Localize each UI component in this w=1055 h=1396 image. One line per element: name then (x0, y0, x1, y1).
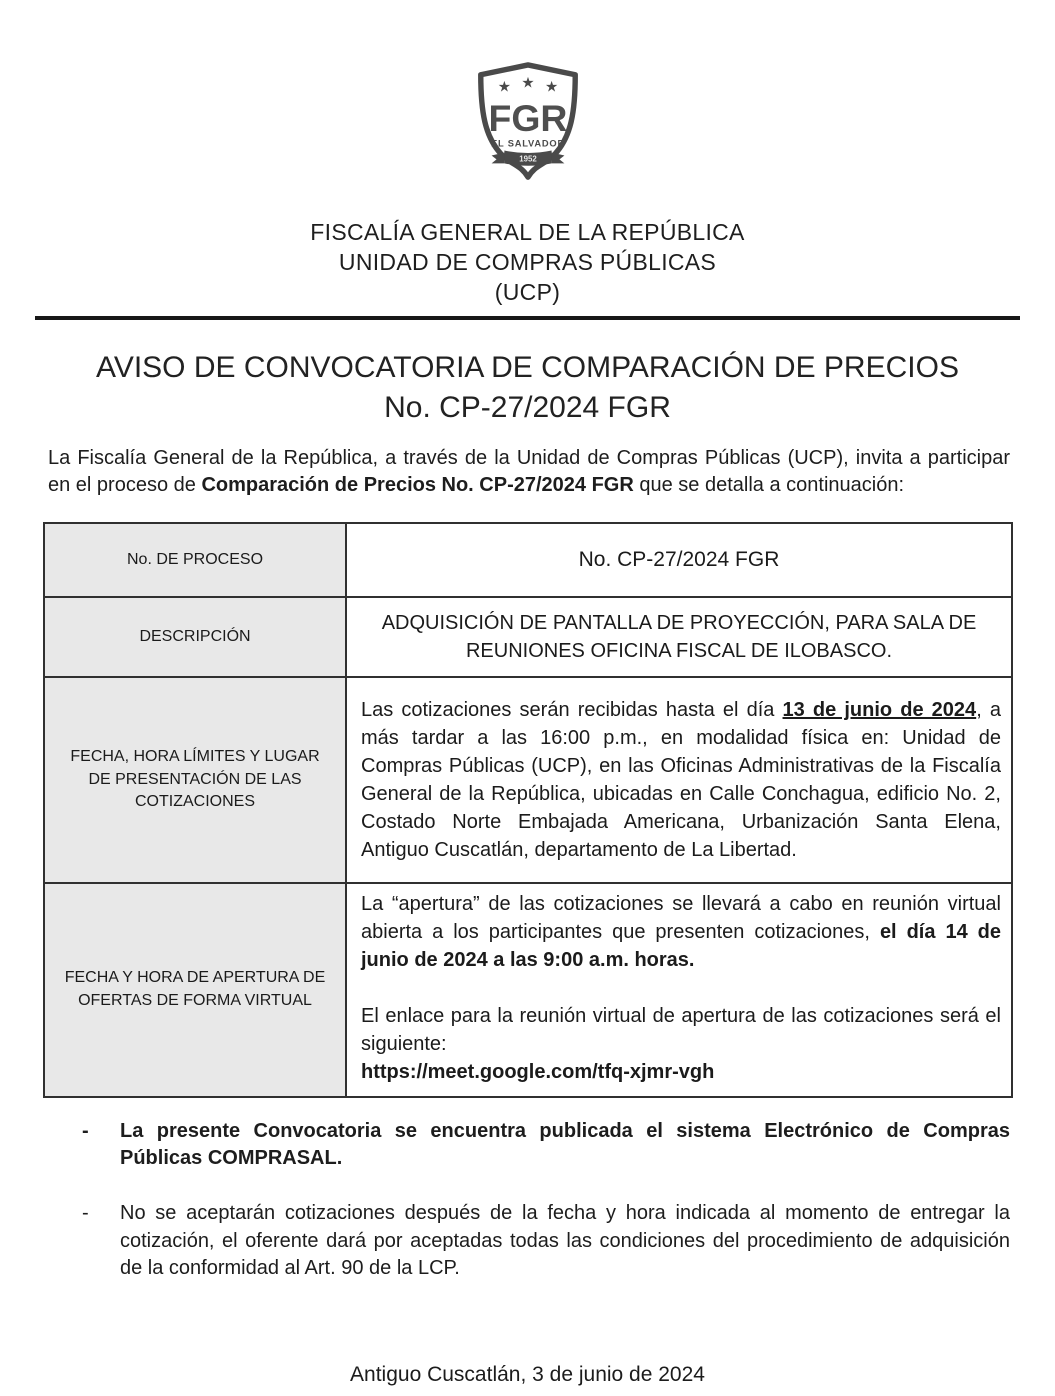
row-label-proceso: No. DE PROCESO (44, 523, 346, 597)
org-name: FISCALÍA GENERAL DE LA REPÚBLICA (310, 219, 745, 245)
row-value-apertura: La “apertura” de las cotizaciones se llevará a cabo en reunión virtual abierta a los participantes que presenten cotizaciones, el día 14 de junio de 2024 a las 9:00 a.m. horas. El enlace para la reunión virtual de apertura de las cotizaciones será el siguiente: https://meet.google.com/tfq-xjmr-vgh (346, 883, 1012, 1097)
star-icon: ★ (497, 78, 511, 96)
bullet-dash: - (82, 1119, 89, 1142)
fgr-logo (459, 60, 597, 184)
table-row-descripcion (44, 597, 1012, 677)
list-item (82, 1118, 1010, 1173)
bullet-text: No se aceptarán cotizaciones después de la fecha y hora indicada al momento de entregar la cotización, el oferente dará por aceptadas todas las condiciones del procedimiento de adquisición de la conformidad al Art. 90 de la LCP. (120, 1202, 1010, 1280)
org-unit: UNIDAD DE COMPRAS PÚBLICAS (338, 248, 717, 275)
logo-container (0, 0, 1055, 184)
star-icon: ★ (520, 74, 535, 92)
logo-country: EL SALVADOR (490, 138, 565, 149)
page-title: AVISO DE CONVOCATORIA DE COMPARACIÓN DE PRECIOS No. CP-27/2024 FGR (96, 350, 959, 425)
notes-list (82, 1118, 1010, 1283)
row-label-descripcion: DESCRIPCIÓN (44, 597, 346, 677)
org-unit-abbr: (UCP) (494, 278, 561, 305)
dateline: Antiguo Cuscatlán, 3 de junio de 2024 (350, 1362, 705, 1386)
process-table (43, 522, 1013, 1098)
intro-paragraph: La Fiscalía General de la República, a través de la Unidad de Compras Públicas (UCP), invita a participar en el proceso de Comparación de Precios No. CP-27/2024 FGR que se detalla a continuación: (48, 446, 1010, 497)
row-value-proceso: No. CP-27/2024 FGR (346, 523, 1012, 597)
bullet-text: La presente Convocatoria se encuentra publicada el sistema Electrónico de Compras Públicas COMPRASAL. (120, 1119, 1010, 1170)
logo-year: 1952 (518, 154, 537, 164)
row-value-fecha-limite: Las cotizaciones serán recibidas hasta el día 13 de junio de 2024, a más tardar a las 16:00 p.m., en modalidad física en: Unidad de Compras Públicas (UCP), en las Oficinas Administrativas de la Fiscalía General de la República, ubicadas en Calle Conchagua, edificio No. 2, Costado Norte Embajada Americana, Urbanización Santa Elena, Antiguo Cuscatlán, departamento de La Libertad. (346, 677, 1012, 883)
star-icon: ★ (544, 78, 558, 96)
row-label-apertura: FECHA Y HORA DE APERTURA DE OFERTAS DE FORMA VIRTUAL (44, 883, 346, 1097)
logo-acronym: FGR (488, 96, 567, 139)
org-header (0, 218, 1055, 308)
row-value-descripcion: ADQUISICIÓN DE PANTALLA DE PROYECCIÓN, PARA SALA DE REUNIONES OFICINA FISCAL DE ILOBASCO. (346, 597, 1012, 677)
header-divider (35, 316, 1020, 320)
list-item (82, 1200, 1010, 1283)
row-label-fecha-limite: FECHA, HORA LÍMITES Y LUGAR DE PRESENTACIÓN DE LAS COTIZACIONES (44, 677, 346, 883)
table-row-fecha-limite (44, 677, 1012, 883)
bullet-dash: - (82, 1202, 89, 1225)
table-row-apertura (44, 883, 1012, 1097)
table-row-proceso (44, 523, 1012, 597)
